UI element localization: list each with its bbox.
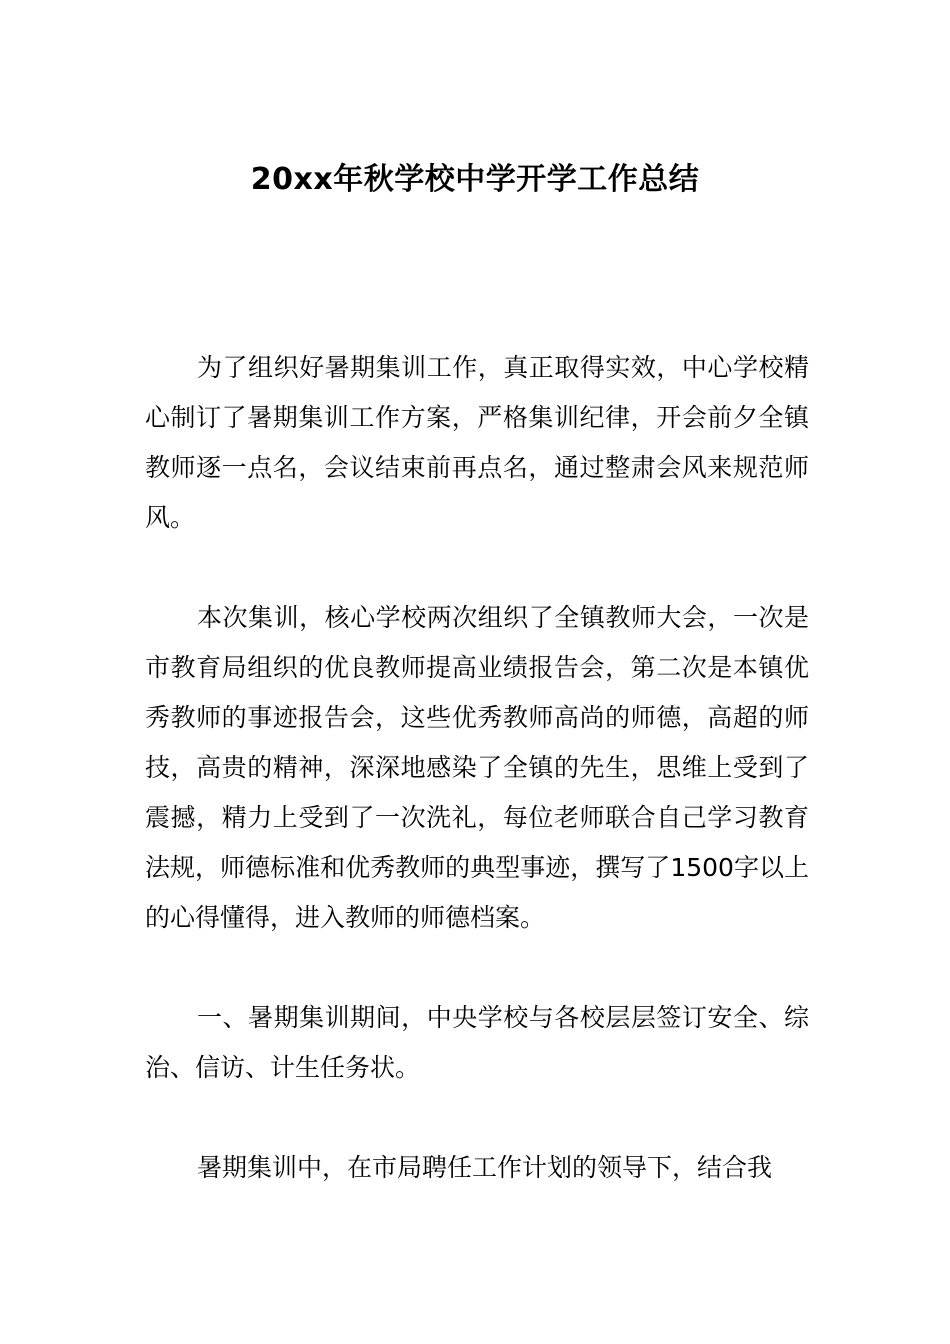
paragraph-3: 一、暑期集训期间，中央学校与各校层层签订安全、综治、信访、计生任务状。	[145, 1003, 809, 1082]
paragraph-4: 暑期集训中，在市局聘任工作计划的领导下，结合我	[197, 1153, 773, 1182]
document-body	[145, 343, 809, 1243]
paragraph-1: 为了组织好暑期集训工作，真正取得实效，中心学校精心制订了暑期集训工作方案，严格集训纪律，开会前夕全镇教师逐一点名，会议结束前再点名，通过整肃会风来规范师风。	[145, 353, 809, 532]
document-title: 20xx年秋学校中学开学工作总结	[250, 162, 700, 197]
paragraph-2: 本次集训，核心学校两次组织了全镇教师大会，一次是市教育局组织的优良教师提高业绩报告会，第二次是本镇优秀教师的事迹报告会，这些优秀教师高尚的师德，高超的师技，高贵的精神，深深地感染了全镇的先生，思维上受到了震撼，精力上受到了一次洗礼，每位老师联合自己学习教育法规，师德标准和优秀教师的典型事迹，撰写了1500字以上的心得懂得，进入教师的师德档案。	[145, 603, 809, 932]
